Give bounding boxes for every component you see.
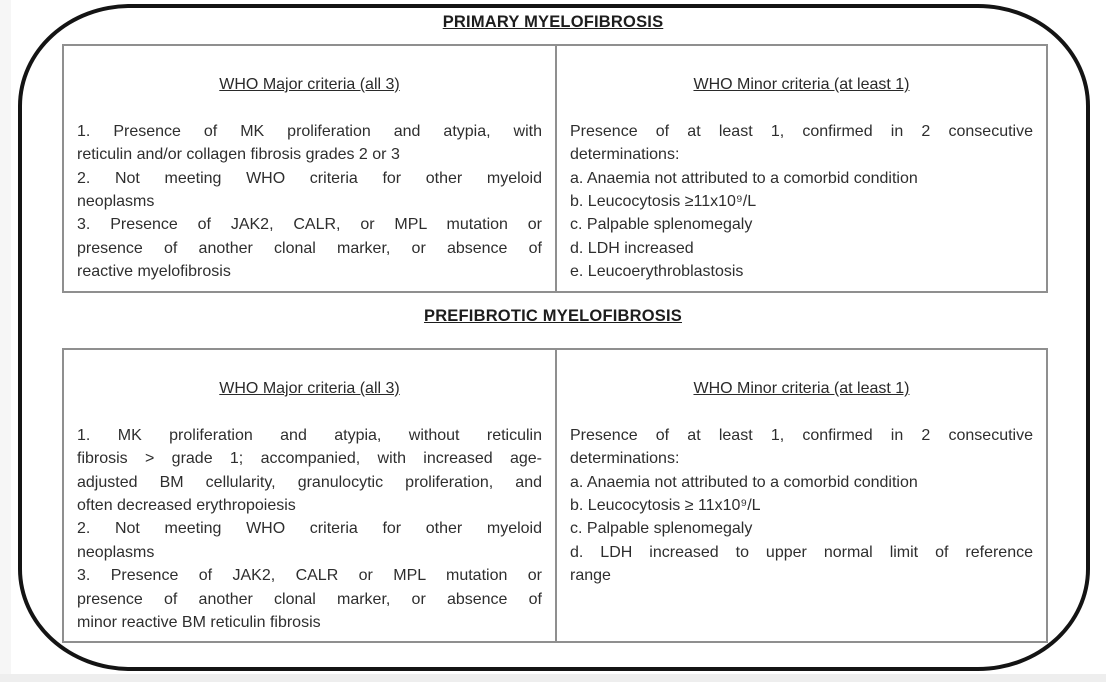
page-bottom-edge: [0, 674, 1106, 682]
prefibrotic-myelofibrosis-table: [62, 348, 1048, 643]
criteria-paragraph: [570, 517, 1033, 540]
primary-myelofibrosis-table: [62, 44, 1048, 293]
criteria-line: d. LDH increased: [570, 239, 694, 257]
criteria-line: neoplasms: [77, 543, 155, 561]
criteria-line: Presence of at least 1, confirmed in 2 consecutive: [570, 122, 1033, 140]
section-title-prefibrotic-myelofibrosis: PREFIBROTIC MYELOFIBROSIS: [423, 307, 682, 325]
criteria-paragraph: [570, 541, 1033, 588]
primary-minor-criteria-cell: [557, 46, 1046, 291]
criteria-paragraph: [77, 120, 542, 167]
criteria-paragraph: [77, 564, 542, 634]
criteria-paragraph: [77, 517, 542, 564]
criteria-paragraph: [570, 471, 1033, 494]
criteria-line: Presence of at least 1, confirmed in 2 consecutive: [570, 426, 1033, 444]
criteria-paragraph: [570, 494, 1033, 517]
criteria-line: c. Palpable splenomegaly: [570, 216, 753, 234]
criteria-line: adjusted BM cellularity, granulocytic proliferation, and: [77, 473, 542, 491]
criteria-paragraph: [77, 167, 542, 214]
prefibrotic-major-criteria-header: WHO Major criteria (all 3): [219, 380, 400, 397]
prefibrotic-minor-criteria-body: [570, 424, 1033, 588]
criteria-line: often decreased erythropoiesis: [77, 497, 296, 515]
criteria-paragraph: [77, 424, 542, 518]
criteria-paragraph: [570, 190, 1033, 213]
criteria-paragraph: [570, 424, 1033, 471]
criteria-line: b. Leucocytosis ≥11x10⁹/L: [570, 193, 757, 211]
criteria-line: reactive myelofibrosis: [77, 263, 231, 281]
criteria-line: a. Anaemia not attributed to a comorbid condition: [570, 169, 918, 187]
criteria-line: 2. Not meeting WHO criteria for other myeloid: [77, 520, 542, 538]
prefibrotic-major-criteria-body: [77, 424, 542, 635]
criteria-line: neoplasms: [77, 193, 155, 211]
criteria-line: 2. Not meeting WHO criteria for other myeloid: [77, 169, 542, 187]
prefibrotic-minor-criteria-header: WHO Minor criteria (at least 1): [693, 380, 910, 397]
criteria-line: 1. MK proliferation and atypia, without reticulin: [77, 426, 542, 444]
prefibrotic-major-criteria-cell: [64, 350, 557, 641]
criteria-line: a. Anaemia not attributed to a comorbid condition: [570, 473, 918, 491]
criteria-line: b. Leucocytosis ≥ 11x10⁹/L: [570, 497, 761, 515]
criteria-line: e. Leucoerythroblastosis: [570, 263, 744, 281]
section-title-primary-myelofibrosis: PRIMARY MYELOFIBROSIS: [442, 13, 664, 31]
criteria-paragraph: [570, 260, 1033, 283]
criteria-line: c. Palpable splenomegaly: [570, 520, 753, 538]
criteria-line: determinations:: [570, 146, 680, 164]
criteria-paragraph: [77, 213, 542, 283]
criteria-line: 3. Presence of JAK2, CALR or MPL mutation or: [77, 567, 542, 585]
criteria-line: 1. Presence of MK proliferation and atypia, with: [77, 122, 542, 140]
criteria-line: 3. Presence of JAK2, CALR, or MPL mutation or: [77, 216, 542, 234]
criteria-paragraph: [570, 167, 1033, 190]
criteria-line: presence of another clonal marker, or absence of: [77, 239, 542, 257]
criteria-paragraph: [570, 120, 1033, 167]
primary-major-criteria-cell: [64, 46, 557, 291]
criteria-line: presence of another clonal marker, or absence of: [77, 590, 542, 608]
criteria-line: reticulin and/or collagen fibrosis grades 2 or 3: [77, 146, 400, 164]
criteria-line: determinations:: [570, 450, 680, 468]
criteria-line: d. LDH increased to upper normal limit of reference: [570, 543, 1033, 561]
primary-minor-criteria-body: [570, 120, 1033, 284]
primary-major-criteria-body: [77, 120, 542, 284]
criteria-line: range: [570, 567, 611, 585]
primary-minor-criteria-header: WHO Minor criteria (at least 1): [693, 76, 910, 93]
criteria-paragraph: [570, 237, 1033, 260]
prefibrotic-minor-criteria-cell: [557, 350, 1046, 641]
criteria-paragraph: [570, 213, 1033, 236]
criteria-line: fibrosis > grade 1; accompanied, with increased age-: [77, 450, 542, 468]
criteria-line: minor reactive BM reticulin fibrosis: [77, 614, 321, 632]
primary-major-criteria-header: WHO Major criteria (all 3): [219, 76, 400, 93]
page-left-edge: [0, 0, 11, 682]
